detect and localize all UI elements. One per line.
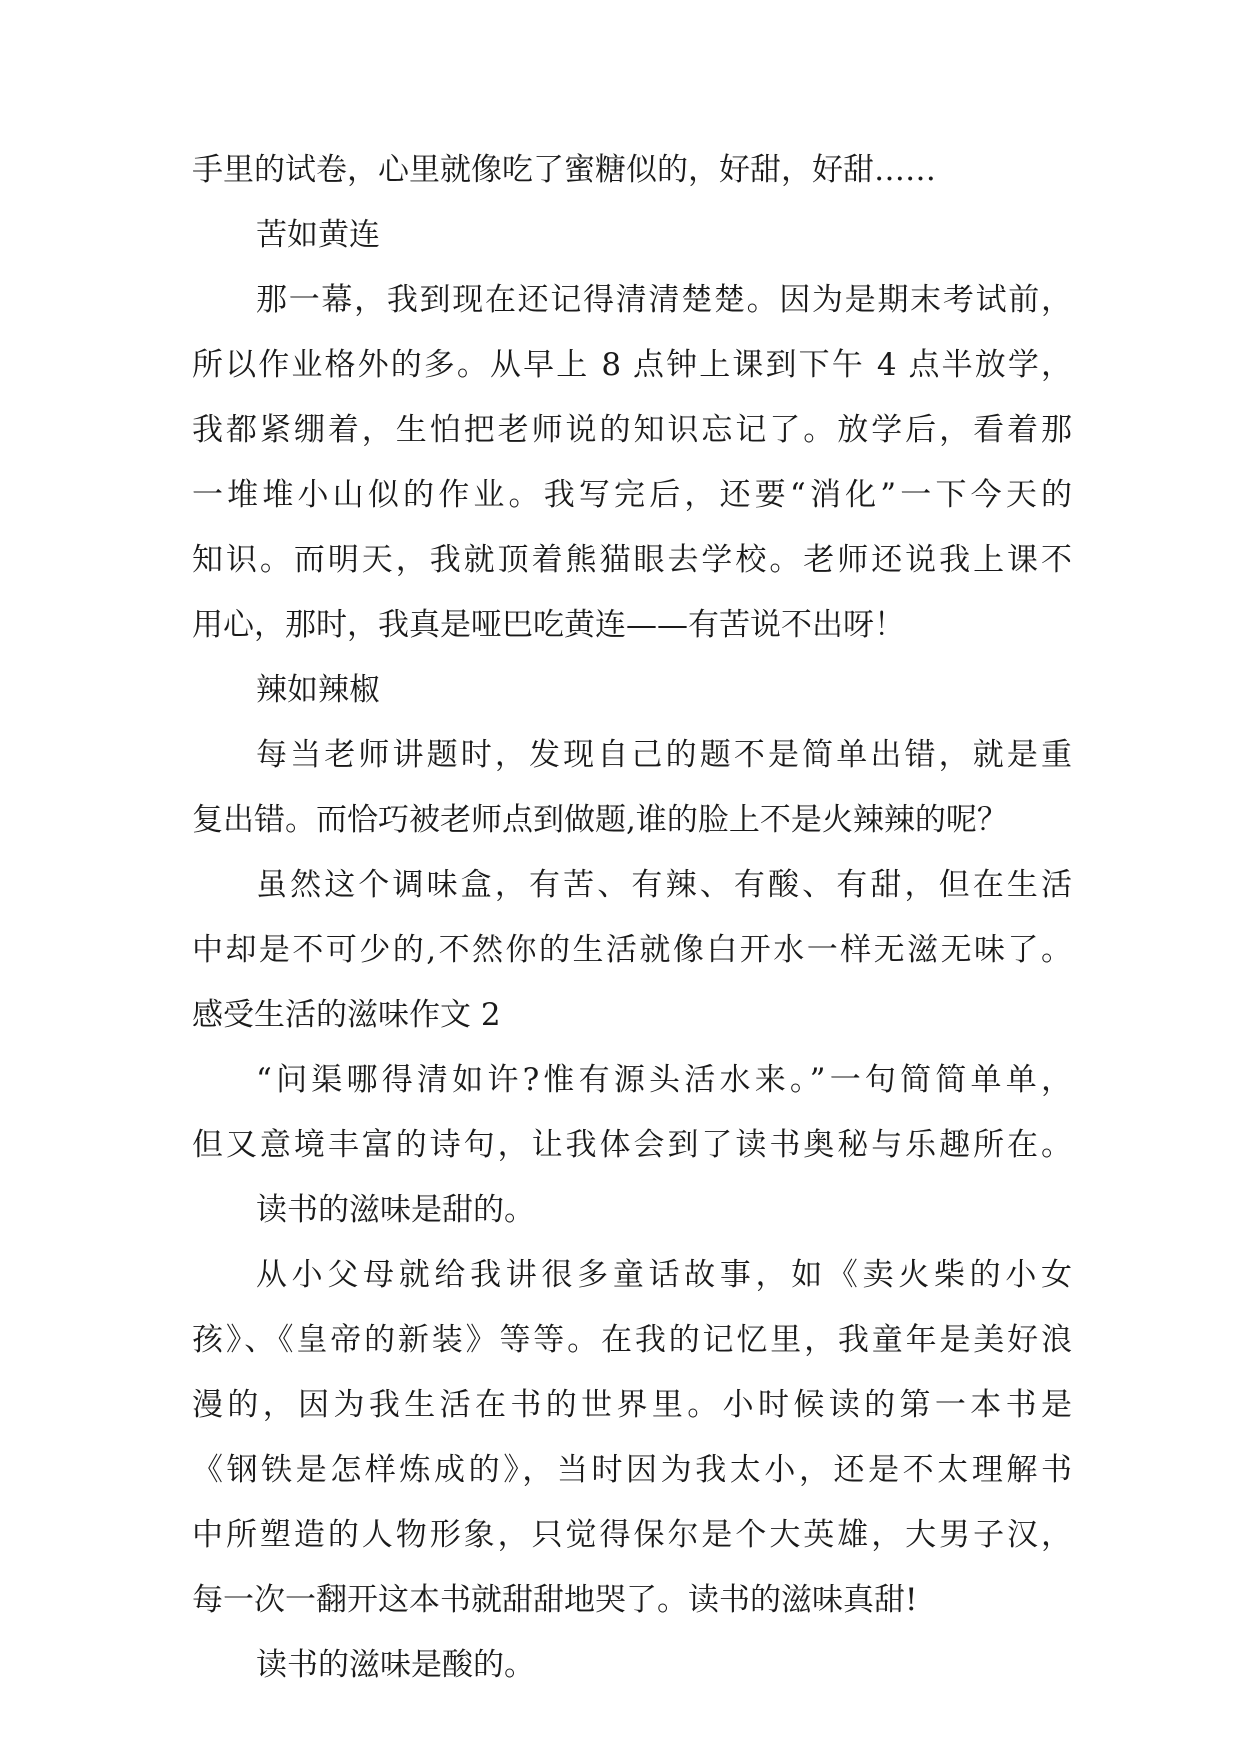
text-line: 从小父母就给我讲很多童话故事，如《卖火柴的小女 — [256, 1257, 1072, 1293]
text-line: 读书的滋味是甜的。 — [256, 1192, 535, 1228]
text-line: 每一次一翻开这本书就甜甜地哭了。读书的滋味真甜! — [192, 1582, 918, 1618]
text-line: 用心，那时，我真是哑巴吃黄连——有苦说不出呀！ — [192, 607, 905, 643]
text-line: 中却是不可少的,不然你的生活就像白开水一样无滋无味了。 — [192, 932, 1072, 968]
text-line: 那一幕，我到现在还记得清清楚楚。因为是期末考试前， — [256, 282, 1072, 318]
text-line: 但又意境丰富的诗句，让我体会到了读书奥秘与乐趣所在。 — [192, 1127, 1072, 1163]
text-line: 每当老师讲题时，发现自己的题不是简单出错，就是重 — [256, 737, 1072, 773]
article-title: 感受生活的滋味作文 2 — [192, 997, 501, 1033]
text-line: “问渠哪得清如许?惟有源头活水来。”一句简简单单， — [256, 1062, 1072, 1098]
text-line: 虽然这个调味盒，有苦、有辣、有酸、有甜，但在生活 — [256, 867, 1072, 903]
text-line: 孩》、《皇帝的新装》等等。在我的记忆里，我童年是美好浪 — [192, 1322, 1072, 1358]
text-line: 所以作业格外的多。从早上 8 点钟上课到下午 4 点半放学， — [192, 347, 1072, 383]
text-line: 一堆堆小山似的作业。我写完后，还要“消化”一下今天的 — [192, 477, 1072, 513]
section-heading: 辣如辣椒 — [256, 672, 380, 708]
text-line: 手里的试卷，心里就像吃了蜜糖似的，好甜，好甜…… — [192, 152, 936, 188]
section-heading: 苦如黄连 — [256, 217, 380, 253]
text-line: 《钢铁是怎样炼成的》，当时因为我太小，还是不太理解书 — [192, 1452, 1072, 1488]
text-line: 知识。而明天，我就顶着熊猫眼去学校。老师还说我上课不 — [192, 542, 1072, 578]
text-line: 中所塑造的人物形象，只觉得保尔是个大英雄，大男子汉， — [192, 1517, 1072, 1553]
text-line: 漫的，因为我生活在书的世界里。小时候读的第一本书是 — [192, 1387, 1072, 1423]
text-line: 读书的滋味是酸的。 — [256, 1647, 535, 1683]
text-line: 复出错。而恰巧被老师点到做题,谁的脸上不是火辣辣的呢？ — [192, 802, 1008, 838]
text-line: 我都紧绷着，生怕把老师说的知识忘记了。放学后，看着那 — [192, 412, 1072, 448]
